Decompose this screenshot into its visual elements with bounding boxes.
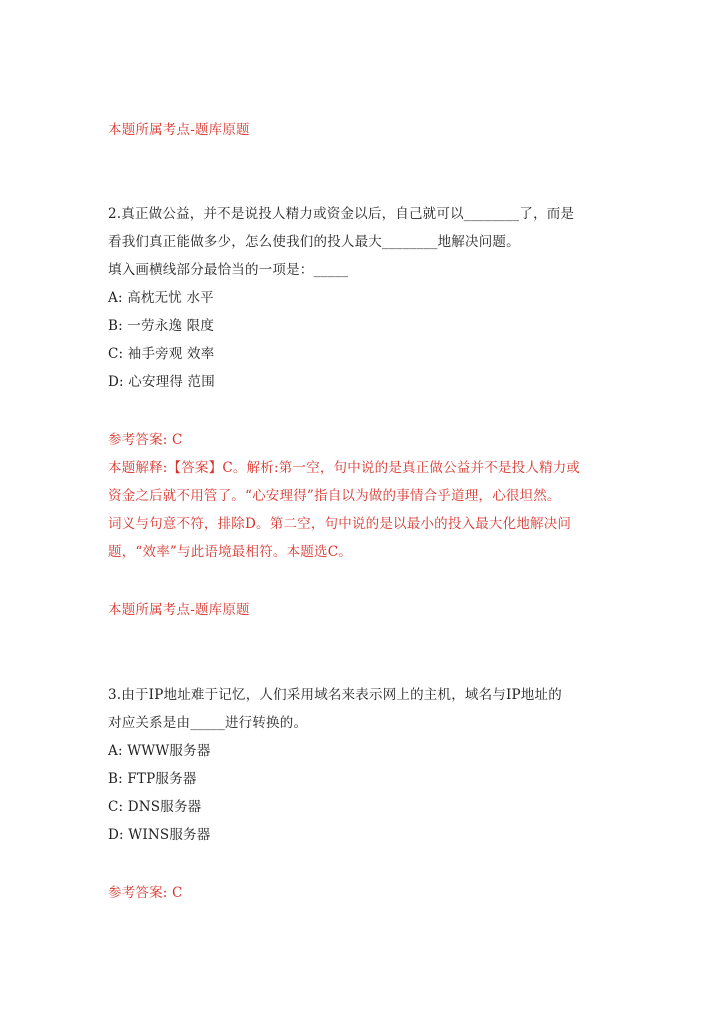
q2-explanation-line-2: 资金之后就不用管了。“心安理得”指自以为做的事情合乎道理，心很坦然。 <box>108 488 561 504</box>
q2-answer: 参考答案: C <box>108 432 183 448</box>
q3-stem-line-2: 对应关系是由_____进行转换的。 <box>108 715 308 731</box>
q3-stem-line-1: 3.由于IP地址难于记忆，人们采用域名来表示网上的主机，域名与IP地址的 <box>108 687 562 703</box>
q2-option-c: C: 袖手旁观 效率 <box>108 346 215 362</box>
q2-explanation-line-4: 题，“效率”与此语境最相符。本题选C。 <box>108 544 352 560</box>
q3-answer: 参考答案: C <box>108 885 183 901</box>
q3-option-a: A: WWW服务器 <box>108 743 211 759</box>
q3-option-c: C: DNS服务器 <box>108 799 202 815</box>
q3-option-b: B: FTP服务器 <box>108 771 197 787</box>
q2-stem-line-2: 看我们真正能做多少，怎么使我们的投人最大________地解决问题。 <box>108 234 520 250</box>
category-label-2: 本题所属考点-题库原题 <box>108 602 250 618</box>
q2-option-a: A: 高枕无忧 水平 <box>108 290 214 306</box>
q2-stem-line-1: 2.真正做公益，并不是说投人精力或资金以后，自己就可以________了，而是 <box>108 206 575 222</box>
q2-explanation-line-1: 本题解释:【答案】C。解析:第一空，句中说的是真正做公益并不是投人精力或 <box>108 460 581 476</box>
q2-explanation-line-3: 词义与句意不符，排除D。第二空，句中说的是以最小的投入最大化地解决问 <box>108 516 572 532</box>
q2-option-d: D: 心安理得 范围 <box>108 374 215 390</box>
q2-option-b: B: 一劳永逸 限度 <box>108 318 215 334</box>
q3-option-d: D: WINS服务器 <box>108 827 211 843</box>
category-label-1: 本题所属考点-题库原题 <box>108 122 250 138</box>
q2-prompt: 填入画横线部分最恰当的一项是：_____ <box>108 262 349 278</box>
